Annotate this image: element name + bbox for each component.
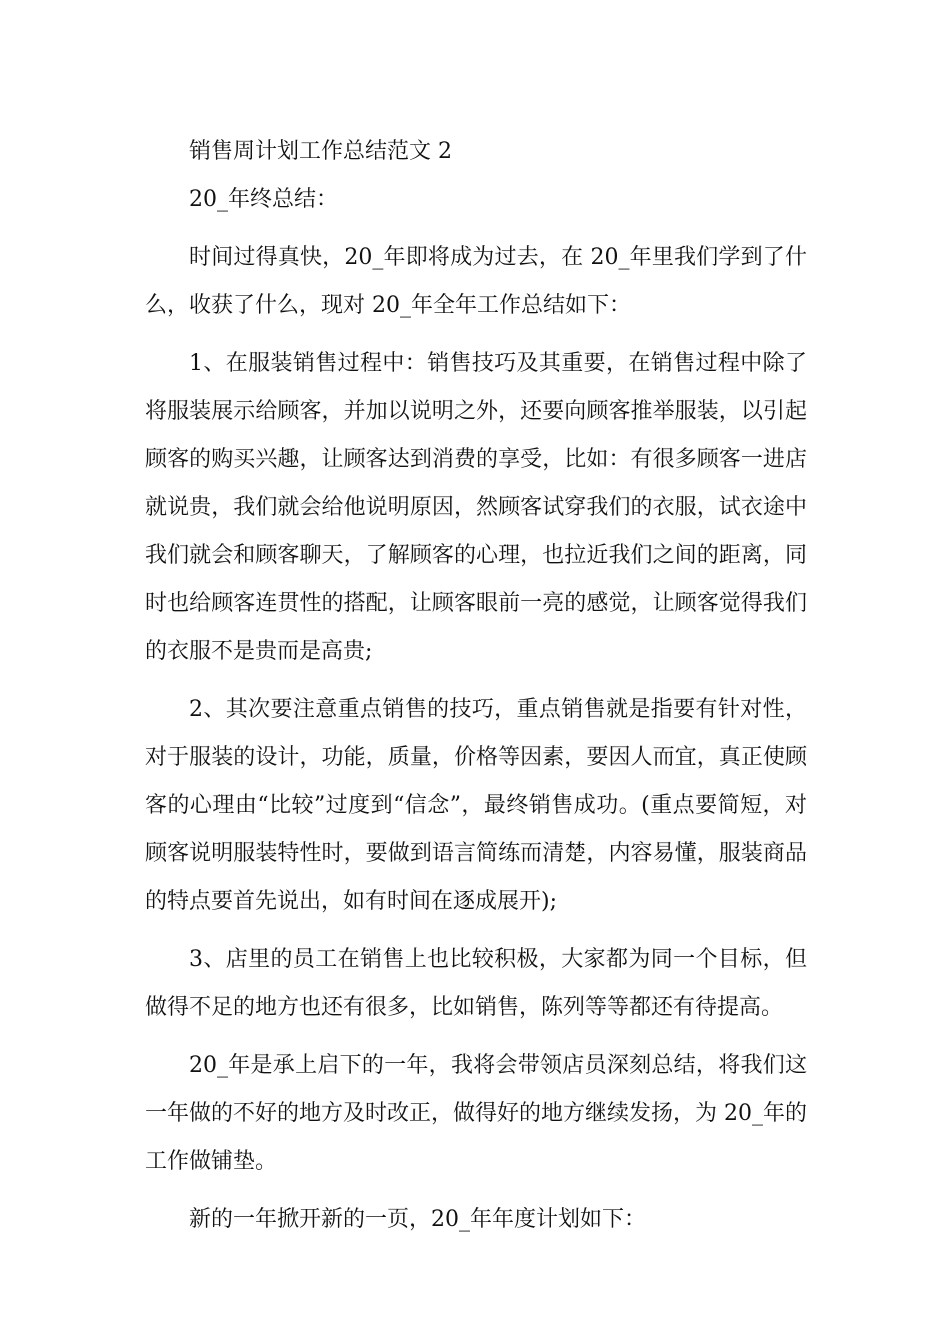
paragraph-intro: 时间过得真快，20_年即将成为过去，在 20_年里我们学到了什么，收获了什么，现对 20_年全年工作总结如下： [145, 245, 807, 318]
paragraph-point-1: 1、在服装销售过程中：销售技巧及其重要，在销售过程中除了将服装展示给顾客，并加以说明之外，还要向顾客推举服装，以引起顾客的购买兴趣，让顾客达到消费的享受，比如：有很多顾客一进店就说贵，我们就会给他说明原因，然顾客试穿我们的衣服，试衣途中我们就会和顾客聊天，了解顾客的心理，也拉近我们之间的距离，同时也给顾客连贯性的搭配，让顾客眼前一亮的感觉，让顾客觉得我们的衣服不是贵而是高贵; [145, 351, 807, 664]
paragraph-point-3: 3、店里的员工在销售上也比较积极，大家都为同一个目标，但做得不足的地方也还有很多，比如销售，陈列等等都还有待提高。 [145, 947, 807, 1020]
paragraph-point-2: 2、其次要注意重点销售的技巧，重点销售就是指要有针对性，对于服装的设计，功能，质量，价格等因素，要因人而宜，真正使顾客的心理由“比较”过度到“信念”，最终销售成功。(重点要简短，对顾客说明服装特性时，要做到语言简练而清楚，内容易懂，服装商品的特点要首先说出，如有时间在逐成展开); [145, 697, 807, 914]
paragraph-outlook: 20_年是承上启下的一年，我将会带领店员深刻总结，将我们这一年做的不好的地方及时改正，做得好的地方继续发扬，为 20_年的工作做铺垫。 [145, 1053, 807, 1174]
paragraph-plan-intro: 新的一年掀开新的一页，20_年年度计划如下： [189, 1207, 646, 1232]
document-title: 销售周计划工作总结范文 2 [189, 139, 452, 164]
document-page [145, 130, 807, 1254]
document-subtitle: 20_年终总结： [189, 187, 338, 212]
